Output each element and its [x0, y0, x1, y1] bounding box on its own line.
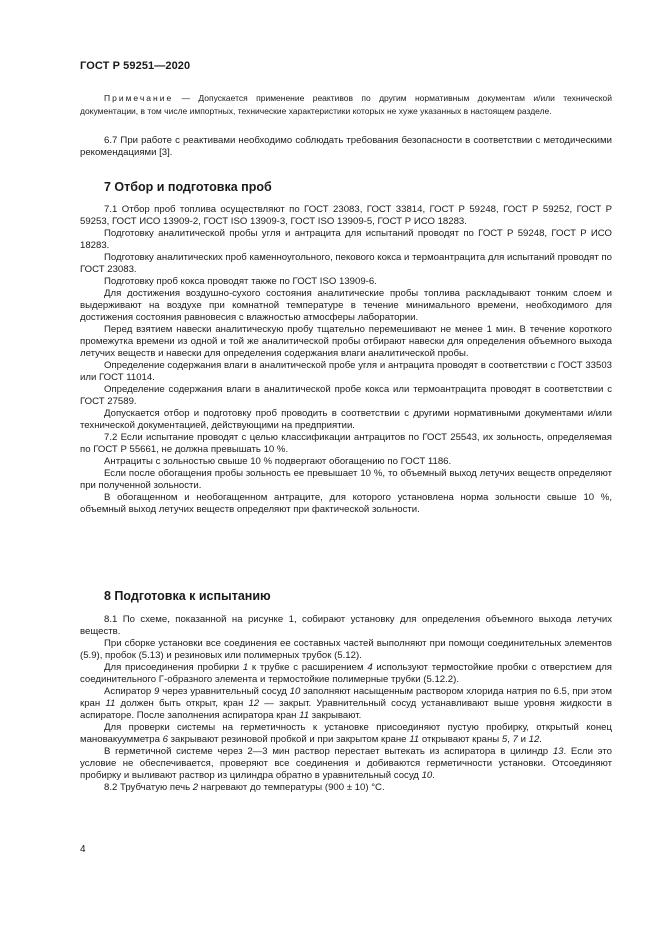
paragraph: В обогащенном и необогащенном антраците, для которого установлена норма зольности свыше 10 %, объемный выход летучих веществ определяют при фактической зольности. [80, 492, 612, 515]
figure-ref-number: 1 [242, 662, 249, 673]
paragraph: Подготовку аналитической пробы угля и антрацита для испытаний проводят по ГОСТ Р 59248, ГОСТ Р ИСО 18283. [80, 228, 612, 251]
paragraph: Для проверки системы на герметичность к установке присоединяют пустую пробирку, открытый конец мановакуумметра 6 закрывают резиновой пробкой и при закрытом кране 11 открывают краны 5, 7 и 12. [80, 722, 612, 745]
paragraph: Подготовку проб кокса проводят также по ГОСТ ISO 13909-6. [104, 276, 377, 287]
figure-ref-number: 13 [552, 746, 564, 757]
paragraph: Для достижения воздушно-сухого состояния аналитические пробы топлива раскладывают тонким слоем и выдерживают на воздухе при комнатной температуре в течение минимального времени, необходимого для достижения состояния равновесия с влажностью атмосферы лаборатории. [80, 288, 612, 323]
paragraph: Определение содержания влаги в аналитической пробе кокса или термоантрацита проводят в соответствии с ГОСТ 27589. [80, 384, 612, 407]
paragraph: Допускается отбор и подготовку проб проводить в соответствии с другими нормативными документами и/или технической документацией, действующими на предприятии. [80, 408, 612, 431]
figure-ref-number: 9 [154, 686, 160, 697]
note-block [80, 92, 612, 118]
paragraph: Определение содержания влаги в аналитической пробе угля и антрацита проводят в соответствии с ГОСТ 33503 или ГОСТ 11014. [80, 360, 612, 383]
section-7-body [80, 204, 612, 516]
section-8-body [80, 614, 612, 794]
paragraph: 8.2 Трубчатую печь 2 нагревают до температуры (900 ± 10) °С. [104, 782, 385, 793]
figure-ref-number: 5 [501, 734, 508, 745]
paragraph: В герметичной системе через 2—3 мин раствор перестает вытекать из аспиратора в цилиндр 13. Если это условие не обеспечивается, проверяют все соединения и добиваются герметичности установки. Отсоединяют пробирку и выливают раствор из цилиндра обратно в уравнительный сосуд 10. [80, 746, 612, 781]
figure-ref-number: 7 [512, 734, 518, 745]
paragraph: 7.1 Отбор проб топлива осуществляют по ГОСТ 23083, ГОСТ 33814, ГОСТ Р 59248, ГОСТ Р 59252, ГОСТ Р 59253, ГОСТ ИСО 13909-2, ГОСТ ISO 13909-3, ГОСТ ISO 13909-5, ГОСТ Р ИСО 18283. [80, 204, 612, 227]
figure-ref-number: 12 [248, 698, 260, 709]
figure-ref-number: 10 [421, 770, 433, 781]
paragraph: 7.2 Если испытание проводят с целью классификации антрацитов по ГОСТ 25543, их зольность, определяемая по ГОСТ Р 55661, не должна превышать 10 %. [80, 432, 612, 455]
paragraph: Подготовку аналитических проб каменноугольного, пекового кокса и термоантрацита для испытаний проводят по ГОСТ 23083. [80, 252, 612, 275]
note-text: — Допускается применение реактивов по другим нормативным документам и/или технической документации, в том числе импортных, технические характеристики которых не хуже указанных в настоящем разделе. [80, 93, 612, 116]
figure-ref-number: 6 [162, 734, 168, 745]
figure-ref-number: 10 [289, 686, 301, 697]
paragraph: Аспиратор 9 через уравнительный сосуд 10 заполняют насыщенным раствором хлорида натрия по 6.5, при этом кран 11 должен быть открыт, кран 12 — закрыт. Уравнительный сосуд устанавливают выше уровня жидкости в аспираторе. После заполнения аспиратора кран 11 закрывают. [80, 686, 612, 721]
figure-ref-number: 11 [299, 710, 310, 721]
figure-ref-number: 11 [409, 734, 420, 745]
figure-ref-number: 11 [105, 698, 116, 709]
paragraph: Если после обогащения пробы зольность ее превышает 10 %, то объемный выход летучих веществ определяют при полученной зольности. [80, 468, 612, 491]
paragraph: 6.7 При работе с реактивами необходимо соблюдать требования безопасности в соответствии с методическими рекомендациями [3]. [80, 135, 612, 158]
paragraph: Антрациты с зольностью свыше 10 % подвергают обогащению по ГОСТ 1186. [104, 456, 452, 467]
figure-ref-number: 12 [528, 734, 540, 745]
section-8-heading: 8 Подготовка к испытанию [104, 589, 271, 603]
paragraph: Перед взятием навески аналитическую пробу тщательно перемешивают не менее 1 мин. В течение короткого промежутка времени из одной и той же аналитической пробы отбирают навески для определения объемного выхода летучих веществ и навески для определения содержания влаги аналитической пробы. [80, 324, 612, 359]
page-number: 4 [80, 844, 86, 855]
note-paragraph [80, 92, 612, 118]
document-code-header: ГОСТ Р 59251—2020 [80, 60, 191, 72]
paragraph: Для присоединения пробирки 1 к трубке с расширением 4 используют термостойкие пробки с отверстием для соединительного Г-образного элемента и термостойкие полимерные трубки (5.12.2). [80, 662, 612, 685]
clause-6-7 [80, 135, 612, 159]
section-7-heading: 7 Отбор и подготовка проб [104, 180, 272, 194]
figure-ref-number: 4 [367, 662, 373, 673]
note-label: Примечание [104, 93, 174, 103]
figure-ref-number: 2 [192, 782, 199, 793]
paragraph: При сборке установки все соединения ее составных частей выполняют при помощи соединительных элементов (5.9), пробок (5.13) и резиновых или полимерных трубок (5.12). [80, 638, 612, 661]
paragraph: 8.1 По схеме, показанной на рисунке 1, собирают установку для определения объемного выхода летучих веществ. [80, 614, 612, 637]
